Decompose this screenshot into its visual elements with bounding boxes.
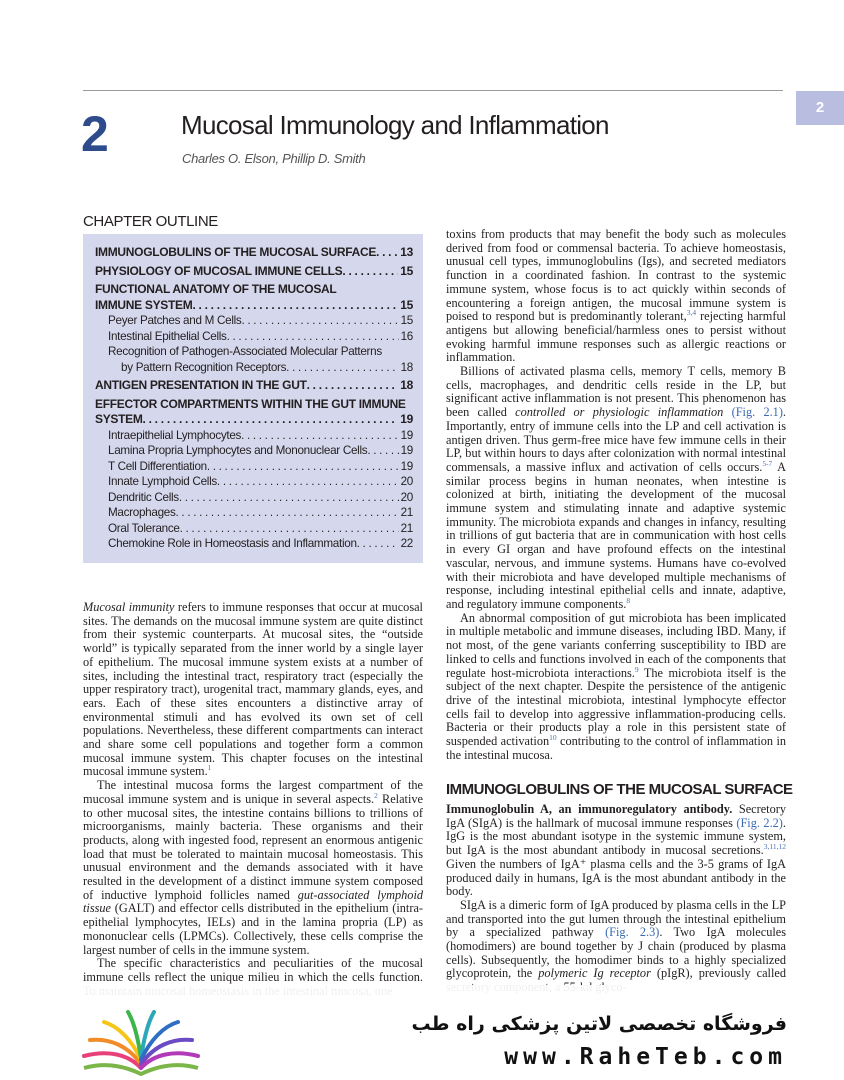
paragraph: An abnormal composition of gut microbiota has been implicated in multiple metabolic and immune diseases, including IBD. Many, if not most, of the gene variants conferring susceptibility to IBD are linked to cells and functions involved in each of the components that regulate host-microbiota interactions.$^9$ The microbiota itself is the subject of the next chapter. Despite the persistence of the antigenic drive of the intestinal microbiota, intestinal lymphocyte effector cells fail to develop into aggressive inflammation-producing cells. Bacteria or their products play a role in this persistent state of suspended activation$^{10}$ contributing to the control of inflammation in the intestinal mucosa. bbox=[446, 610, 787, 762]
header-rule bbox=[83, 90, 783, 91]
chapter-outline-box bbox=[83, 234, 423, 563]
outline-entry[interactable] bbox=[95, 521, 413, 537]
leader-dots bbox=[376, 245, 398, 261]
chapter-authors: Charles O. Elson, Phillip D. Smith bbox=[182, 151, 366, 166]
chapter-title: Mucosal Immunology and Inflammation bbox=[181, 110, 609, 140]
leader-dots bbox=[307, 378, 399, 394]
outline-entry-page: 13 bbox=[400, 245, 413, 259]
watermark-url: www.RaheTeb.com bbox=[504, 1044, 787, 1070]
leader-dots bbox=[227, 329, 399, 345]
outline-entry-title: ANTIGEN PRESENTATION IN THE GUT bbox=[95, 378, 307, 392]
book-logo-icon bbox=[78, 1010, 204, 1076]
outline-entry-page: 19 bbox=[400, 444, 413, 457]
leader-dots bbox=[367, 443, 398, 459]
outline-entry-line: FUNCTIONAL ANATOMY OF THE MUCOSAL bbox=[95, 282, 337, 296]
leader-dots bbox=[207, 459, 399, 475]
outline-entry-page: 19 bbox=[400, 428, 413, 442]
outline-entry-page: 21 bbox=[400, 521, 413, 535]
leader-dots bbox=[192, 298, 398, 314]
outline-entry[interactable] bbox=[95, 505, 413, 521]
outline-entry-title: Innate Lymphoid Cells bbox=[108, 475, 217, 488]
outline-entry-page: 15 bbox=[400, 297, 413, 312]
outline-entry[interactable] bbox=[95, 428, 413, 444]
body-column-right-bottom bbox=[446, 803, 786, 995]
leader-dots bbox=[286, 360, 398, 376]
chapter-tab: 2 bbox=[796, 91, 844, 125]
outline-entry[interactable] bbox=[95, 313, 413, 329]
outline-entry-title: Macrophages bbox=[108, 506, 176, 519]
outline-entry-title: Intraepithelial Lymphocytes bbox=[108, 428, 242, 442]
body-column-left bbox=[83, 601, 423, 998]
outline-entry-title: Dendritic Cells bbox=[108, 490, 179, 504]
body-column-right-top bbox=[446, 228, 786, 762]
outline-entry[interactable] bbox=[95, 474, 413, 490]
outline-entry-page: 18 bbox=[400, 360, 413, 374]
outline-entry-title: PHYSIOLOGY OF MUCOSAL IMMUNE CELLS bbox=[95, 263, 343, 278]
paragraph: Mucosal immunity refers to immune responses that occur at mucosal sites. The demands on the mucosal immune system are quite distinct from their systemic counterparts. At mucosal sites, the “outside world” is typically separated from the inner world by a single layer of epithelium. The mucosal immune system exists at a number of sites, including the intestinal tract, respiratory tract (especially the upper respiratory tract), urogenital tract, mammary glands, eyes, and ears. Each of these sites encounters a distinctive array of environmental stimuli and has evolved its own set of cell populations. Nevertheless, these different compartments can interact and share some cell populations and together form a common mucosal immune system. This chapter focuses on the intestinal mucosal immune system.$^1$ bbox=[83, 600, 423, 779]
outline-entry-title: Peyer Patches and M Cells bbox=[108, 314, 242, 327]
outline-entry[interactable] bbox=[95, 245, 413, 261]
outline-entry-page: 19 bbox=[400, 459, 413, 473]
leader-dots bbox=[217, 474, 399, 490]
leader-dots bbox=[241, 313, 398, 329]
leader-dots bbox=[357, 536, 399, 552]
paragraph: SIgA is a dimeric form of IgA produced by plasma cells in the LP and transported into the gut lumen through the intestinal epithelium by a specialized pathway (Fig. 2.3). Two IgA molecules (homodimers) are bound together by J chain (produced by plasma cells). Subsequently, the homodimer binds to a highly specialized glycoprotein, the polymeric Ig receptor (pIgR), previously called bbox=[446, 897, 786, 981]
outline-entry-title: Lamina Propria Lymphocytes and Mononuclear Cells bbox=[108, 444, 368, 457]
outline-entry-title: Intestinal Epithelial Cells bbox=[108, 329, 227, 343]
paragraph: Immunoglobulin A, an immunoregulatory antibody. Secretory IgA (SIgA) is the hallmark of mucosal immune responses (Fig. 2.2). IgG is the most abundant isotype in the systemic immune system, but IgA is the most abundant antibody in mucosal secretions.$^{3,11,12}$ Given the numbers of IgA⁺ plasma cells and the 3-5 grams of IgA produced daily in humans, IgA is the most abundant antibody in the body. bbox=[446, 802, 786, 899]
outline-entry[interactable] bbox=[95, 298, 413, 314]
leader-dots bbox=[179, 490, 399, 506]
outline-entry-page: 20 bbox=[400, 475, 413, 488]
outline-entry[interactable] bbox=[95, 443, 413, 459]
outline-entry-title: T Cell Differentiation bbox=[108, 459, 207, 473]
leader-dots bbox=[342, 264, 398, 280]
outline-entry-title: IMMUNOGLOBULINS OF THE MUCOSAL SURFACE bbox=[95, 245, 377, 259]
outline-entry-line: EFFECTOR COMPARTMENTS WITHIN THE GUT IMMUNE bbox=[95, 396, 406, 411]
paragraph: The specific characteristics and peculiarities of the mucosal immune cells reflect the unique milieu in which the cells function. bbox=[83, 956, 423, 984]
outline-entry-title: IMMUNE SYSTEM bbox=[95, 297, 193, 312]
outline-entry[interactable] bbox=[95, 329, 413, 345]
outline-entry[interactable] bbox=[95, 490, 413, 506]
outline-entry[interactable] bbox=[95, 459, 413, 475]
outline-entry-page: 22 bbox=[400, 537, 413, 550]
outline-entry-title: Chemokine Role in Homeostasis and Inflammation bbox=[108, 537, 357, 550]
outline-entry[interactable] bbox=[95, 536, 413, 552]
figure-link[interactable]: (Fig. 2.1) bbox=[731, 405, 783, 420]
leader-dots bbox=[143, 412, 399, 428]
outline-entry[interactable] bbox=[95, 264, 413, 280]
outline-entry-page: 16 bbox=[400, 329, 413, 343]
leader-dots bbox=[241, 428, 399, 444]
outline-entry-page: 15 bbox=[400, 314, 413, 327]
watermark-persian-text: فروشگاه تخصصی لاتین پزشکی راه طب bbox=[411, 1013, 787, 1035]
outline-entry-title: by Pattern Recognition Receptors bbox=[121, 360, 287, 374]
outline-entry-page: 18 bbox=[400, 378, 413, 392]
figure-link[interactable]: (Fig. 2.2) bbox=[736, 815, 783, 830]
outline-entry-title: Oral Tolerance bbox=[108, 521, 180, 535]
outline-entry[interactable] bbox=[95, 378, 413, 394]
chapter-number: 2 bbox=[81, 106, 108, 162]
paragraph: toxins from products that may benefit the body such as molecules derived from food or commensal bacteria. To achieve homeostasis, unusual cell types, immunoglobulins (Igs), and secreted mediators function in a coordinated fashion. In contrast to the systemic immune system, whose focus is to act quickly within seconds of encountering a foreign antigen, the mucosal immune system is poised to respond but is predominantly tolerant,$^{3,4}$ rejecting harmful antigens but allowing beneficial/harmless ones to persist without evoking harmful immune responses such as allergic reactions or inflammation. bbox=[446, 227, 787, 365]
paragraph: The intestinal mucosa forms the largest compartment of the mucosal immune system and is unique in several aspects.$^2$ Relative to other mucosal sites, the intestine contains billions to trillions of microorganisms, mainly bacteria. These organisms and their products, along with ingested food, represent an enormous antigenic load that must be tolerated to maintain mucosal homeostasis. This unusual environment and the demands associated with it have resulted in the development of a distinct immune system composed of inductive lymphoid follicles named gut-associated lymphoid tissue (GALT) and effector cells distributed in the epithelium (intra-epithelial lymphocytes, IELs) and in the lamina propria (LP) as mononuclear cells (LPMCs). Collectively, these cells comprise the largest number of cells in the immune system. bbox=[83, 778, 424, 957]
leader-dots bbox=[180, 521, 399, 537]
outline-entry-line: Recognition of Pathogen-Associated Molecular Patterns bbox=[108, 345, 382, 358]
outline-entry-page: 19 bbox=[400, 412, 413, 426]
figure-link[interactable]: (Fig. 2.3) bbox=[605, 925, 660, 940]
outline-entry-page: 21 bbox=[400, 506, 413, 519]
section-heading: IMMUNOGLOBULINS OF THE MUCOSAL SURFACE bbox=[446, 781, 793, 798]
outline-entry-page: 15 bbox=[400, 263, 413, 278]
outline-entry[interactable] bbox=[95, 360, 413, 376]
paragraph: Billions of activated plasma cells, memory T cells, memory B cells, macrophages, and dendritic cells reside in the LP, but significant active inflammation is not present. This phenomenon has been called controlled or physiologic inflammation (Fig. 2.1). Importantly, entry of immune cells into the LP and cell activation is antigen driven. Thus germ-free mice have few immune cells in their LP, but within hours to days after colonization with normal intestinal commensals, a massive influx and activation of cells occurs.$^{5-7}$ A similar process begins in human neonates, when intestine is colonized at birth, initiating the development of the mucosal immune system and stimulating innate and adaptive systemic immunity. The microbiota expands and changes in infancy, resulting in trillions of gut bacteria that are in communication with host cells in every GI organ and have profound effects on the intestinal vascular, nervous, and immune systems. Humans have co-evolved with their microbiota and have developed multiple mechanisms of response, including intestinal epithelial cells and innate, adaptive, and regulatory immune components.$^8$ bbox=[446, 364, 786, 611]
leader-dots bbox=[176, 505, 399, 521]
outline-entry[interactable] bbox=[95, 412, 413, 428]
outline-heading: CHAPTER OUTLINE bbox=[83, 213, 218, 230]
outline-entry-title: SYSTEM bbox=[95, 412, 143, 426]
outline-entry-page: 20 bbox=[400, 490, 413, 504]
